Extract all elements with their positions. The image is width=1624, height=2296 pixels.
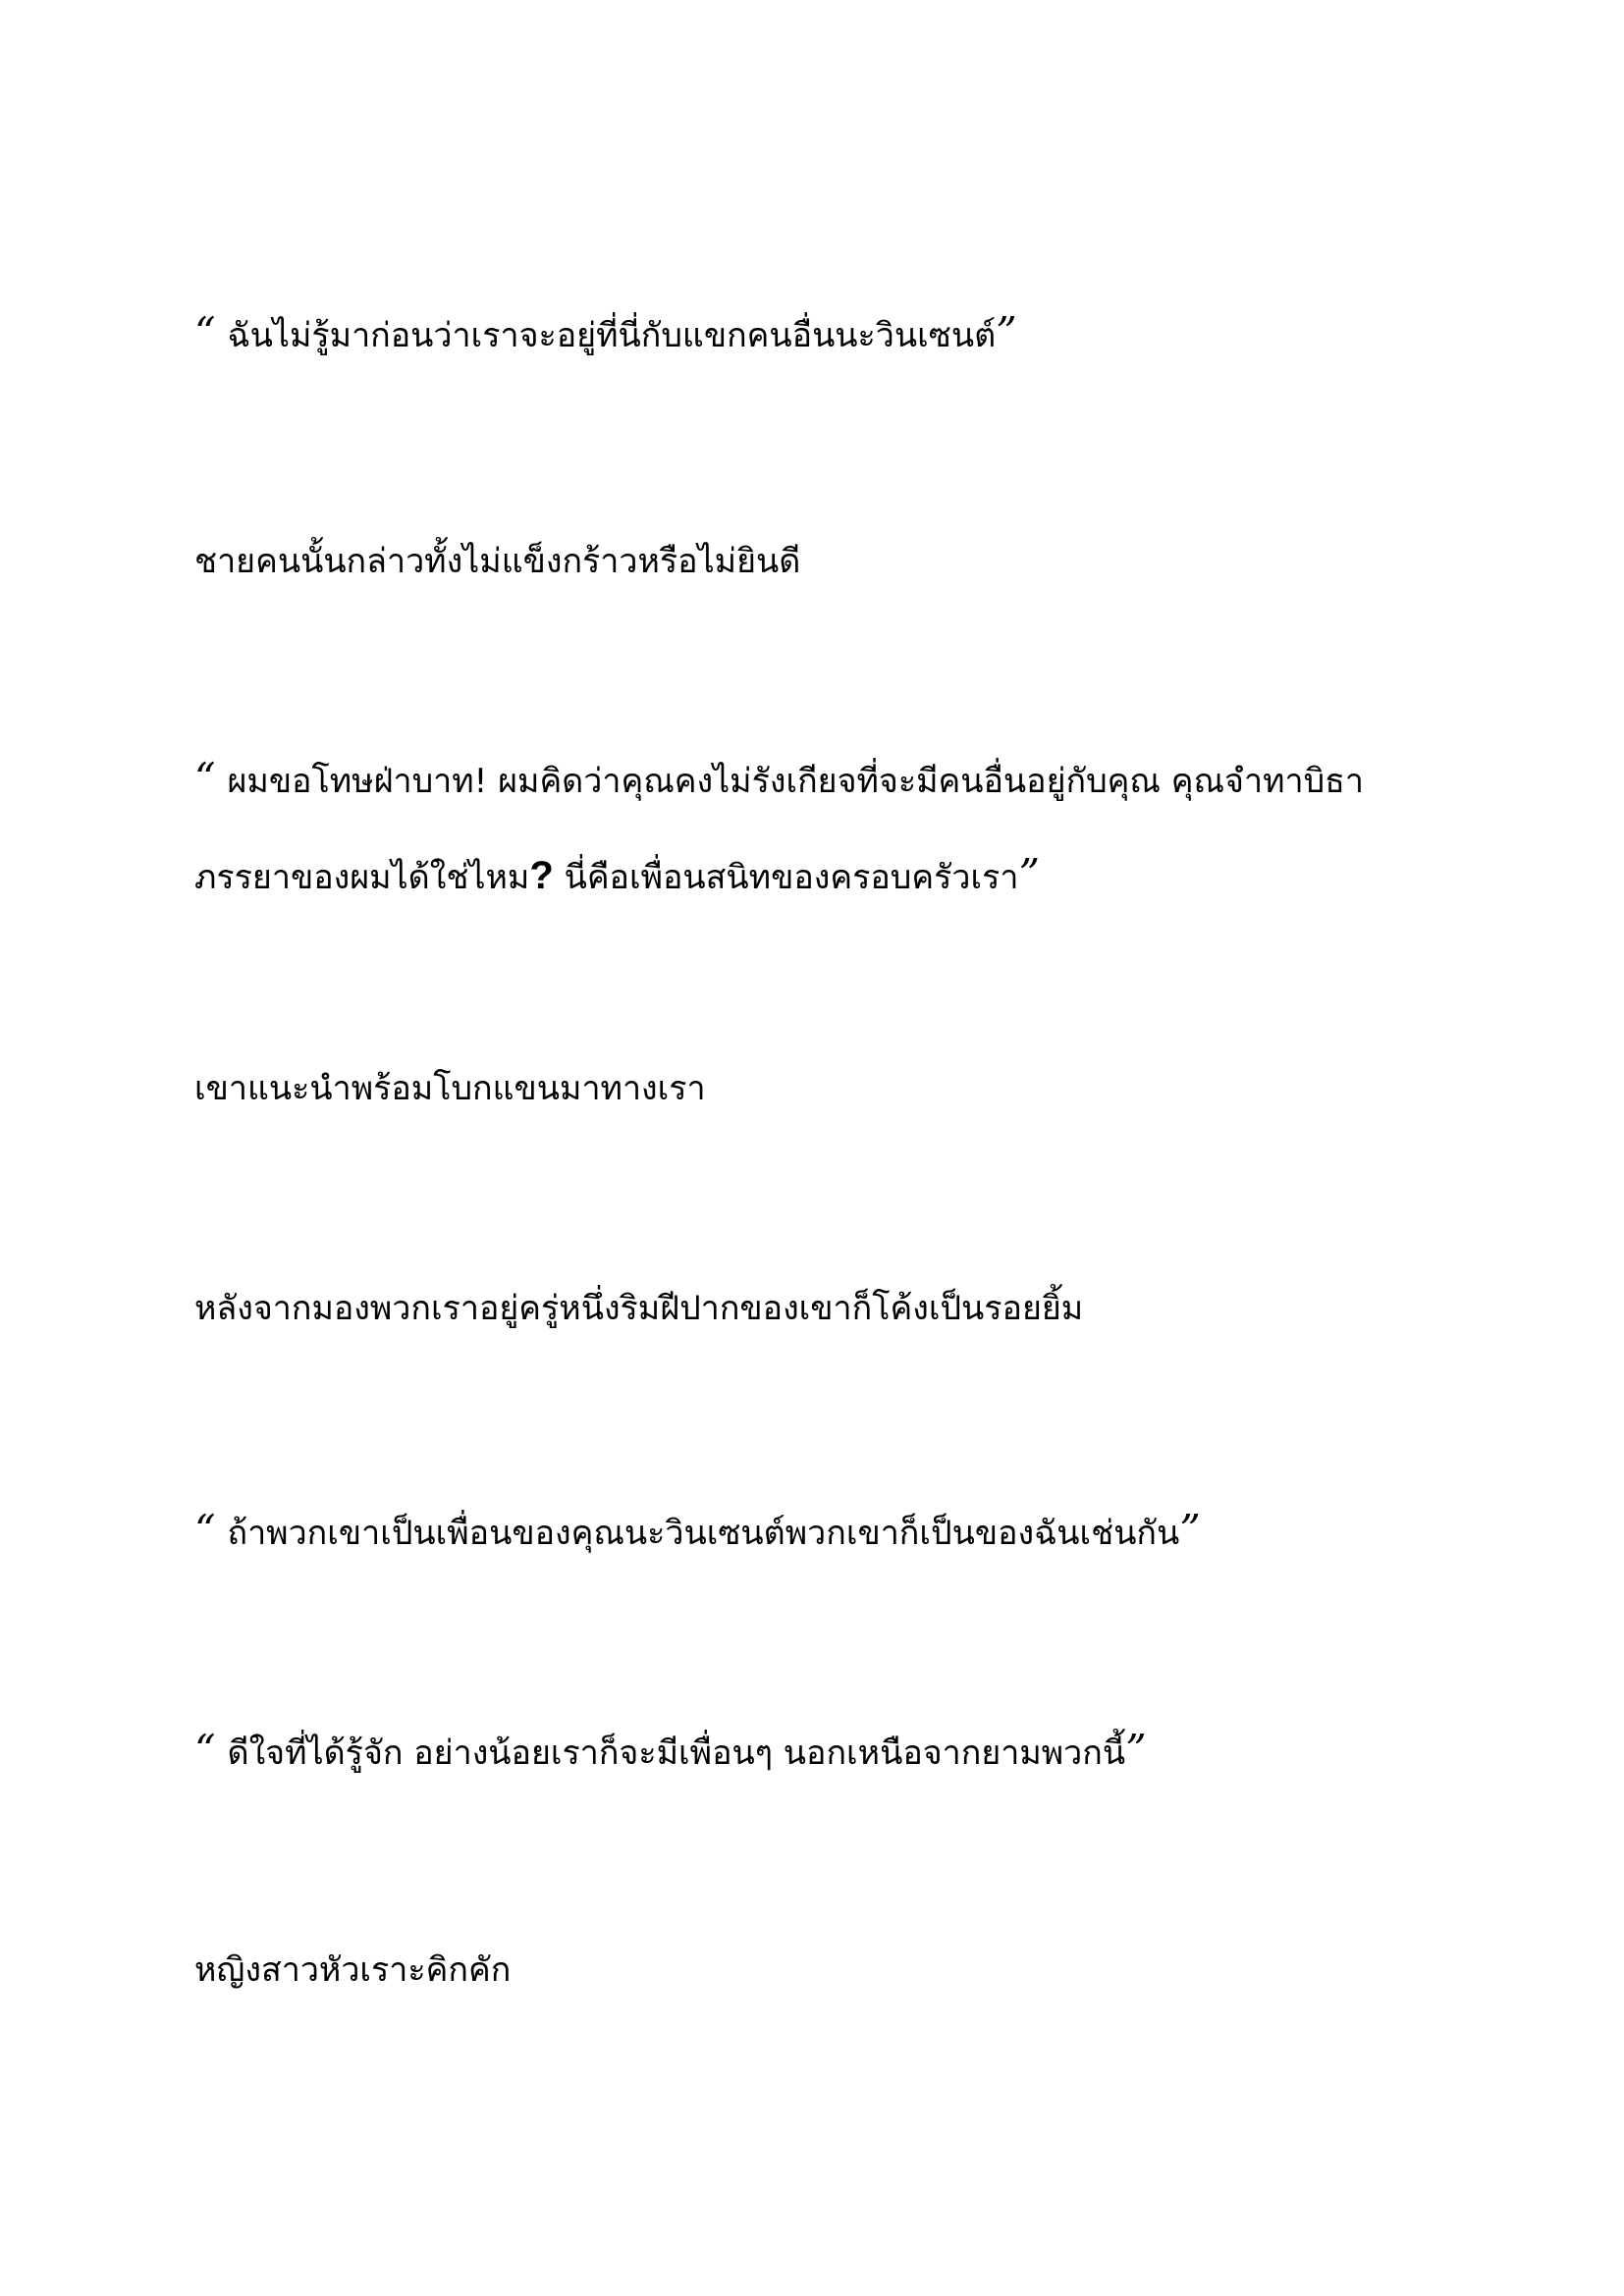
dialogue-text: ผมขอโทษฝ่าบาท! ผมคิดว่าคุณคงไม่รังเกียจที่จะมีคนอื่นอยู่กับคุณ คุณจำทาบิธา: [227, 762, 1364, 801]
narration-line-1: [194, 542, 1471, 581]
dialogue-text: ฉันไม่รู้มาก่อนว่าเราจะอยู่ที่นี่กับแขกคนอื่นนะวินเซนต์: [227, 316, 997, 355]
narration-text: ชายคนนั้นกล่าวทั้งไม่แข็งกร้าวหรือไม่ยินดี: [194, 542, 801, 581]
narration-text: หญิงสาวหัวเราะคิกคัก: [194, 1950, 512, 1990]
narration-line-3: [194, 1289, 1471, 1328]
question-mark: ?: [529, 854, 554, 897]
close-quote: ”: [996, 308, 1017, 356]
open-quote: “: [194, 1506, 216, 1554]
dialogue-line-2: [194, 754, 1471, 802]
open-quote: “: [194, 754, 216, 802]
open-quote: “: [194, 1726, 216, 1774]
dialogue-text: ภรรยาของผมได้ใช่ไหม: [194, 858, 530, 897]
dialogue-line-1: [194, 308, 1471, 356]
close-quote: ”: [1018, 850, 1040, 898]
dialogue-text: นี่คือเพื่อนสนิทของครอบครัวเรา: [553, 858, 1019, 897]
close-quote: ”: [1125, 1726, 1147, 1774]
close-quote: ”: [1179, 1506, 1201, 1554]
narration-text: เขาแนะนำพร้อมโบกแขนมาทางเรา: [194, 1069, 706, 1108]
narration-text: หลังจากมองพวกเราอยู่ครู่หนึ่งริมฝีปากของเขาก็โค้งเป็นรอยยิ้ม: [194, 1289, 1084, 1328]
open-quote: “: [194, 308, 216, 356]
dialogue-text: ถ้าพวกเขาเป็นเพื่อนของคุณนะวินเซนต์พวกเขาก็เป็นของฉันเช่นกัน: [227, 1514, 1180, 1553]
narration-line-2: [194, 1069, 1471, 1108]
dialogue-line-4: [194, 1726, 1471, 1774]
dialogue-text: ดีใจที่ได้รู้จัก อย่างน้อยเราก็จะมีเพื่อนๆ นอกเหนือจากยามพวกนี้: [227, 1734, 1126, 1773]
narration-line-4: [194, 1950, 1471, 1990]
dialogue-line-3: [194, 1506, 1471, 1554]
dialogue-line-2-continued: [194, 850, 1471, 898]
